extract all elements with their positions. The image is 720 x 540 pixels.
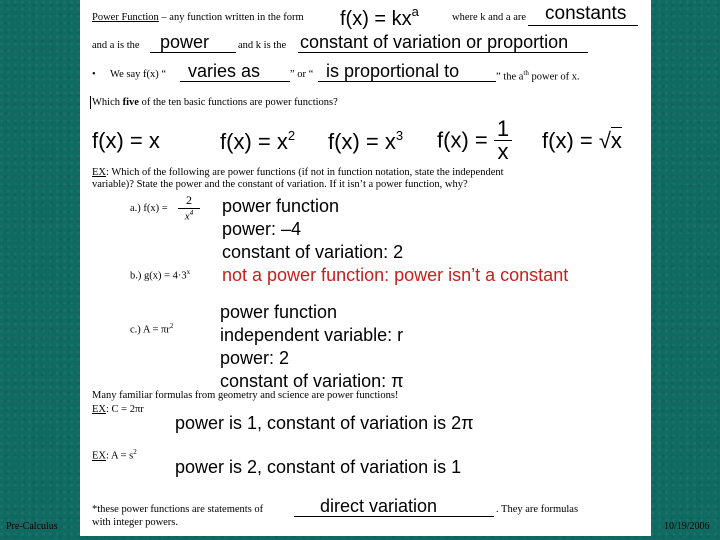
- example1-line1-text: : Which of the following are power functions (if not in function notation, state the independent: [106, 167, 504, 178]
- basic-function-1-text: f(x) = x: [92, 128, 160, 153]
- formulas-ex1-answer: power is 1, constant of variation is 2π: [175, 413, 474, 433]
- example1-a-den: [178, 209, 200, 223]
- definition-label: Power Function: [92, 12, 159, 23]
- example1-line1: [92, 167, 504, 178]
- definition-where: [452, 12, 526, 23]
- basic-function-2-exp: 2: [287, 128, 296, 143]
- basic-function-5-radicand: x: [610, 128, 622, 153]
- power-form-exponent: a: [411, 4, 419, 19]
- basic-function-4-fraction: [494, 118, 512, 163]
- note-text-c: with integer powers.: [92, 517, 179, 528]
- example1-a-den-text: x: [184, 210, 190, 223]
- and-k-is-the: and k is the: [238, 40, 287, 51]
- bullet-mark: •: [92, 69, 96, 80]
- example1-label: EX: [92, 167, 106, 178]
- example1-b-label-text: b.) g(x) = 4·3: [130, 270, 187, 282]
- question-suffix: of the ten basic functions are power functions?: [138, 97, 338, 108]
- example1-a-label: a.) f(x) =: [130, 203, 168, 214]
- footer-course: Pre-Calculus: [6, 521, 58, 532]
- question-line: [92, 97, 338, 108]
- formulas-ex2-exp: 2: [133, 448, 137, 456]
- bullet-text-a: We say f(x) “: [110, 69, 167, 80]
- basic-function-5: [542, 128, 622, 154]
- formulas-intro: Many familiar formulas from geometry and science are power functions!: [92, 390, 399, 401]
- formulas-ex2-label: EX: [92, 450, 106, 462]
- power-form-text: f(x) = kx: [340, 8, 412, 30]
- basic-function-4: [437, 118, 512, 163]
- basic-function-4-left: f(x) =: [437, 127, 494, 153]
- answer-constants: constants: [545, 3, 627, 24]
- basic-function-1: [92, 128, 160, 154]
- example1-a-answer-3: constant of variation: 2: [222, 242, 404, 262]
- example1-c-answer-4: constant of variation: π: [220, 371, 404, 391]
- footer-date: 10/19/2006: [664, 521, 710, 532]
- basic-function-4-den: x: [497, 139, 509, 164]
- example1-a-fraction: [178, 193, 200, 223]
- example1-line2: variable)? State the power and the constant of variation. If it isn’t a power function, why?: [92, 179, 468, 190]
- bullet-text-b: ” or “: [290, 69, 314, 80]
- and-a-is-the: and a is the: [92, 40, 140, 51]
- question-emphasis: five: [122, 97, 139, 108]
- definition-where-text: where k and a are: [452, 12, 527, 23]
- question-cursor: [90, 96, 91, 109]
- bullet-text-c: [496, 69, 580, 83]
- formulas-ex1-text: : C = 2πr: [106, 404, 144, 415]
- basic-function-2-text: f(x) = x: [220, 129, 288, 154]
- basic-function-5-left: f(x) =: [542, 128, 599, 153]
- definition-line: [92, 12, 304, 23]
- formulas-ex2-text: : A = s: [106, 450, 134, 462]
- basic-function-3-exp: 3: [395, 128, 404, 143]
- formulas-ex2: [92, 448, 137, 462]
- bullet-text-c-main: ” the a: [496, 71, 524, 83]
- answer-power: power: [160, 32, 210, 52]
- answer-direct-variation: direct variation: [320, 496, 438, 516]
- example1-c-answer-3: power: 2: [220, 348, 290, 368]
- basic-function-2: [220, 128, 295, 155]
- definition-text: – any function written in the form: [158, 12, 304, 23]
- example1-c-exp: 2: [169, 322, 174, 330]
- note-text-b: . They are formulas: [496, 504, 579, 515]
- basic-function-3: [328, 128, 403, 155]
- slide-page: [80, 0, 651, 536]
- answer-constants-underline: [528, 25, 638, 26]
- answer-constant-of-variation: constant of variation or proportion: [300, 32, 569, 52]
- question-prefix: Which: [92, 97, 123, 108]
- answer-proportional-to: is proportional to: [326, 61, 460, 81]
- example1-a-num: 2: [178, 193, 200, 209]
- basic-function-3-text: f(x) = x: [328, 129, 396, 154]
- answer-varies-as: varies as: [188, 61, 261, 81]
- example1-c-label-text: c.) A = πr: [130, 324, 170, 336]
- bullet-text-d: power of x.: [528, 71, 580, 83]
- formulas-ex1: [92, 404, 144, 415]
- formulas-ex2-answer: power is 2, constant of variation is 1: [175, 457, 462, 477]
- basic-function-4-num: 1: [494, 118, 512, 141]
- example1-a-answer-1: power function: [222, 196, 340, 216]
- example1-c-answer-1: power function: [220, 302, 338, 322]
- bullet-th: th: [523, 69, 529, 77]
- example1-c-label: [130, 322, 173, 336]
- example1-c-answer-2: independent variable: r: [220, 325, 404, 345]
- example1-a-den-exp: 4: [189, 209, 194, 217]
- note-text-a: *these power functions are statements of: [92, 504, 264, 515]
- formulas-ex1-label: EX: [92, 404, 106, 415]
- example1-b-answer: not a power function: power isn’t a constant: [222, 265, 569, 285]
- example1-b-label: [130, 268, 190, 282]
- power-form-formula: [340, 4, 419, 31]
- sqrt-icon: √: [598, 128, 611, 153]
- example1-a-answer-2: power: –4: [222, 219, 302, 239]
- example1-b-exp: x: [186, 268, 191, 276]
